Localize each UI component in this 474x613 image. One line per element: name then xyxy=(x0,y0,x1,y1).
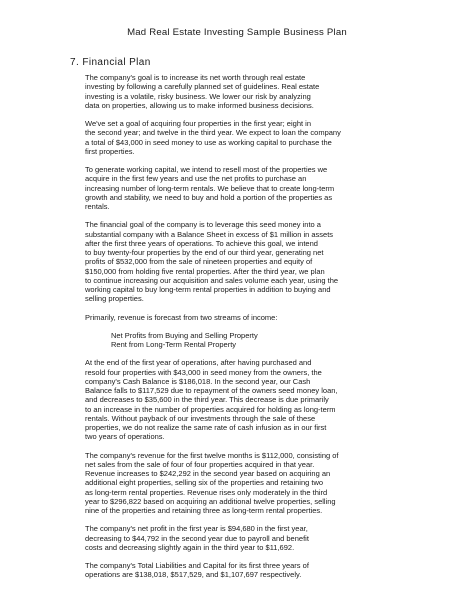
list-item: Rent from Long-Term Rental Property xyxy=(111,340,237,349)
paragraph-working-capital: To generate working capital, we intend to resell most of the properties we acquire in the first few years and use the net profits to purchase an increasing number of long-term rentals. We believe that to create long-term growth and stability, we need to buy and hold a portion of the properties as rentals. xyxy=(85,165,335,211)
document-title: Mad Real Estate Investing Sample Business Plan xyxy=(127,27,347,38)
section-heading: 7. Financial Plan xyxy=(70,57,151,68)
income-streams-list xyxy=(111,331,435,350)
document-body xyxy=(85,73,435,589)
paragraph-revenue-intro: Primarily, revenue is forecast from two streams of income: xyxy=(85,312,278,322)
paragraph-revenue: The company's revenue for the first twelve months is $112,000, consisting of net sales from the sale of four of four properties acquired in that year. Revenue increases to $242,292 in the second year based on acquiring an additional eight properties, selling six of the properties and retaining two as long-term rental properties. Revenue rises only moderately in the third year to $296,822 based on acquiring an additional twelve properties, selling nine of the properties and retaining three as long-term rental properties. xyxy=(85,450,339,515)
paragraph-liabilities-capital: The company's Total Liabilities and Capital for its first three years of operations are $138,018, $517,529, and $1,107,697 respectively. xyxy=(85,561,309,580)
paragraph-acquisition-targets: We've set a goal of acquiring four properties in the first year; eight in the second year; and twelve in the third year. We expect to loan the company a total of $43,000 in seed money to use as working capital to purchase the first properties. xyxy=(85,119,341,156)
paragraph-cash-balance: At the end of the first year of operations, after having purchased and resold four properties with $43,000 in seed money from the owners, the company's Cash Balance is $186,018. In the second year, our Cash Balance falls to $117,529 due to repayment of the owners seed money loan, and decreases to $35,600 in the third year. This decrease is due primarily to an increase in the number of properties acquired for holding as long-term rentals. Without payback of our investments through the sale of these properties, we do not realize the same rate of cash infusion as in our first two years of operations. xyxy=(85,358,338,442)
paragraph-goal: The company's goal is to increase its net worth through real estate investing by following a carefully planned set of guidelines. Real estate investing is a volatile, risky business. We lower our risk by analyzing data on properties, allowing us to make informed business decisions. xyxy=(85,73,320,110)
paragraph-financial-goal: The financial goal of the company is to leverage this seed money into a substantial company with a Balance Sheet in excess of $1 million in assets after the first three years of operations. To achieve this goal, we intend to buy twenty-four properties by the end of our third year, generating net profits of $532,000 from the sale of nineteen properties and equity of $150,000 from holding five rental properties. After the third year, we plan to continue increasing our acquisition and sales volume each year, using the working capital to buy long-term rental properties in addition to buying and selling properties. xyxy=(85,220,339,304)
list-item: Net Profits from Buying and Selling Property xyxy=(111,330,258,340)
paragraph-net-profit: The company's net profit in the first year is $94,680 in the first year, decreasing to $44,792 in the second year due to payroll and benefit costs and decreasing slightly again in the third year to $11,692. xyxy=(85,524,309,552)
